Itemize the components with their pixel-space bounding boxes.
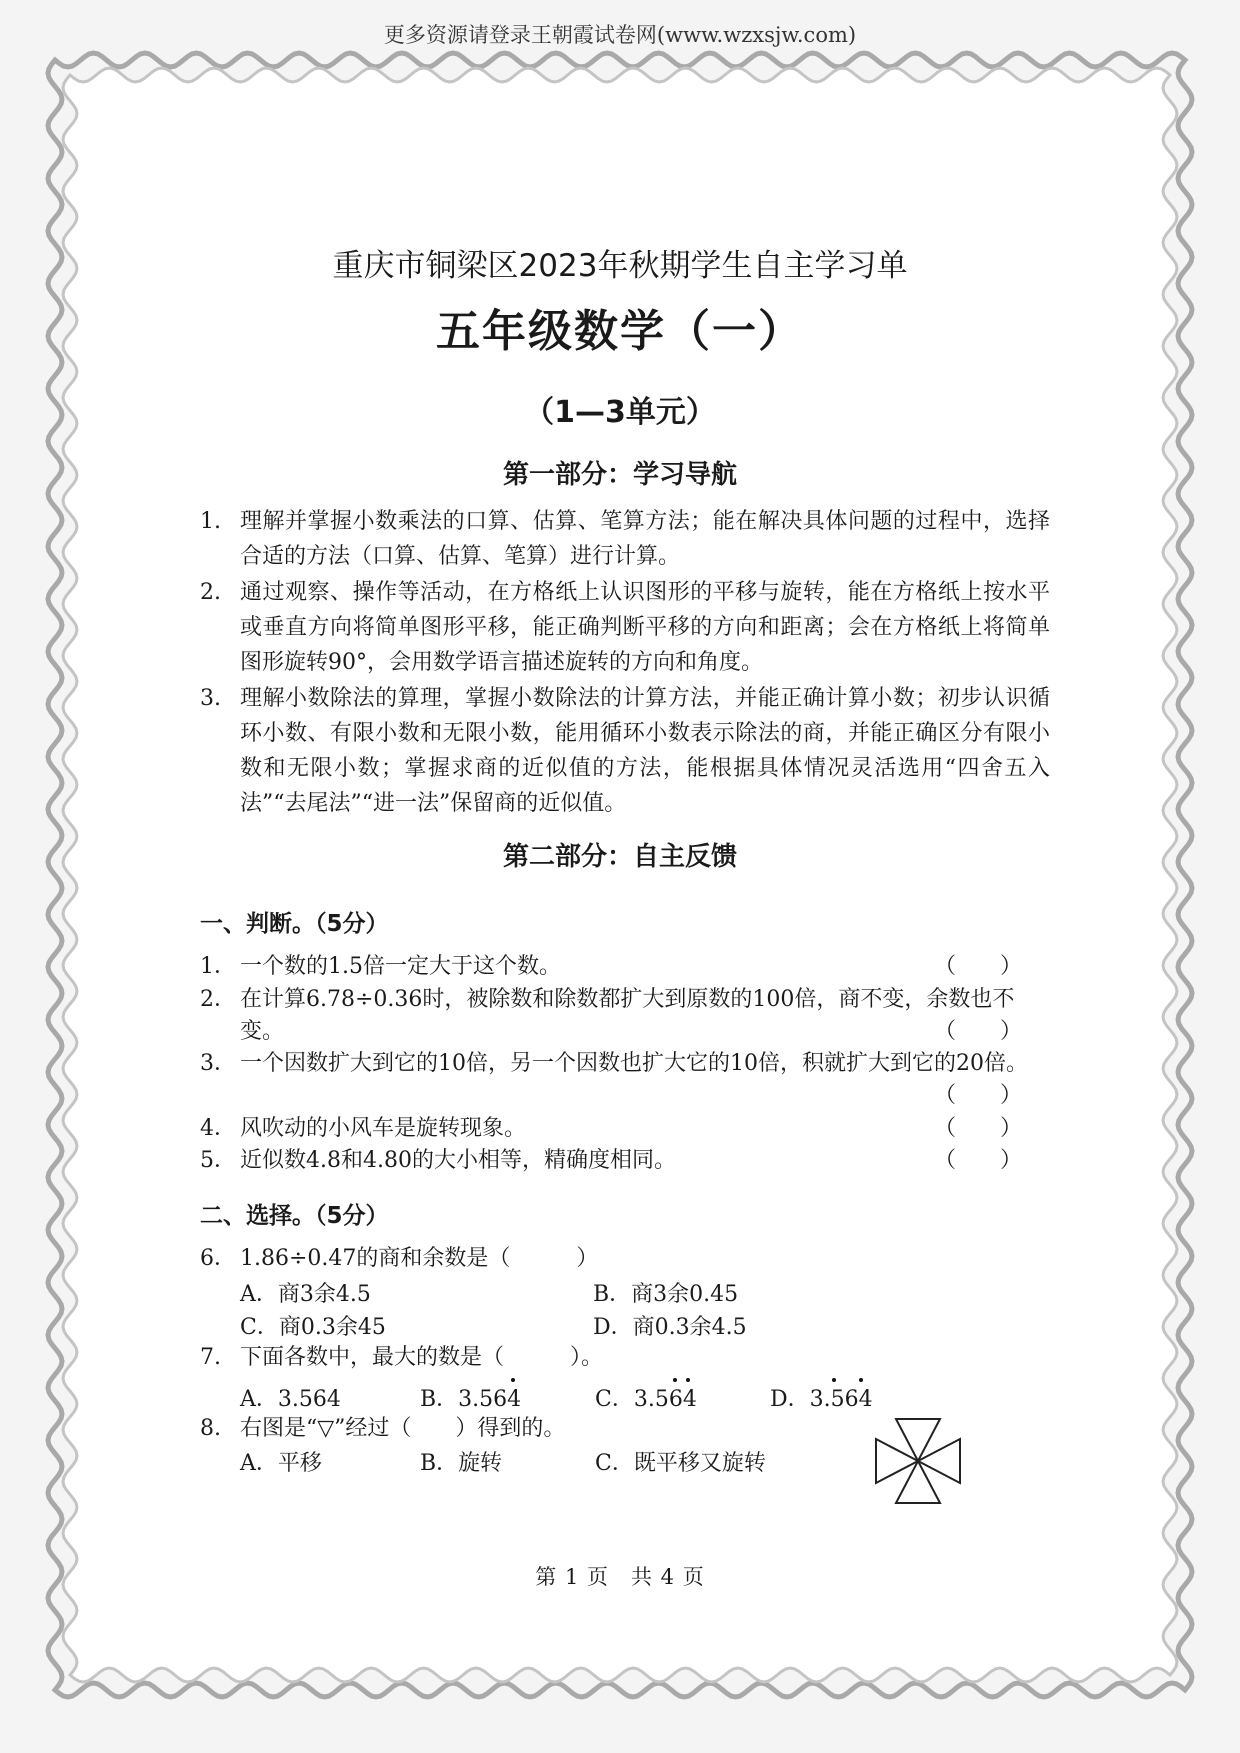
question-number: 6． [200, 1246, 236, 1271]
goal-text: 通过观察、操作等活动，在方格纸上认识图形的平移与旋转，能在方格纸上按水平或垂直方向将简单图形平移，能正确判断平移的方向和距离；会在方格纸上将简单图形旋转90°，会用数学语言描述旋转的方向和角度。 [240, 580, 1050, 675]
option-8b[interactable]: B．旋转 [420, 1451, 503, 1476]
question-text: 下面各数中，最大的数是（ ）。 [240, 1345, 604, 1370]
option-8c[interactable]: C．既平移又旋转 [595, 1451, 766, 1476]
goal-number: 3. [200, 686, 221, 711]
answer-blank[interactable]: （ ） [933, 1148, 1022, 1173]
judgment-question-2 [200, 984, 1040, 1048]
option-7a[interactable]: A．3.564 [240, 1387, 341, 1412]
learning-goal-1 [200, 504, 1050, 574]
answer-blank[interactable]: （ ） [933, 1019, 1022, 1044]
option-7c[interactable]: C．3.564 [595, 1387, 697, 1412]
unit-range: （1—3单元） [524, 395, 716, 430]
option-6b[interactable]: B．商3余0.45 [593, 1282, 739, 1307]
subject-title: 五年级数学（一） [436, 306, 804, 357]
judgment-question-3 [200, 1048, 1040, 1108]
judgment-question-4 [200, 1113, 1040, 1145]
question-text: 一个因数扩大到它的10倍，另一个因数也扩大它的10倍，积就扩大到它的20倍。 [240, 1051, 1028, 1076]
question-number: 1． [200, 954, 236, 979]
question-text: 1.86÷0.47的商和余数是（ ） [240, 1246, 599, 1271]
choice-question-8 [200, 1413, 800, 1445]
question-number: 8. [200, 1416, 221, 1441]
learning-goal-2 [200, 575, 1050, 680]
option-6d[interactable]: D．商0.3余4.5 [593, 1315, 747, 1340]
question-number: 5． [200, 1148, 236, 1173]
answer-blank[interactable]: （ ） [933, 954, 1022, 979]
pinwheel-figure [872, 1415, 964, 1507]
question-text: 近似数4.8和4.80的大小相等，精确度相同。 [240, 1148, 676, 1173]
page-number: 第 1 页 共 4 页 [535, 1565, 705, 1589]
repeat-dot [511, 1378, 515, 1382]
choice-question-6 [200, 1243, 1040, 1275]
repeat-dot [832, 1378, 836, 1382]
question-text: 一个数的1.5倍一定大于这个数。 [240, 954, 561, 979]
judgment-question-1 [200, 951, 1040, 983]
question-number: 7. [200, 1345, 221, 1370]
question-number: 4． [200, 1116, 236, 1141]
learning-goal-3 [200, 681, 1050, 821]
question-number: 3． [200, 1051, 236, 1076]
section-judgment-title: 一、判断。（5分） [200, 911, 389, 937]
section-choice-title: 二、选择。（5分） [200, 1203, 389, 1229]
question-number: 2． [200, 987, 236, 1012]
repeat-dot [859, 1378, 863, 1382]
question-text: 风吹动的小风车是旋转现象。 [240, 1116, 527, 1141]
choice-question-7 [200, 1342, 1040, 1374]
question-text: 右图是“▽”经过（ ）得到的。 [240, 1416, 566, 1441]
repeat-dot [673, 1378, 677, 1382]
watermark-text: 更多资源请登录王朝霞试卷网(www.wzxsjw.com) [383, 23, 857, 47]
goal-text: 理解小数除法的算理，掌握小数除法的计算方法，并能正确计算小数；初步认识循环小数、有限小数和无限小数，能用循环小数表示除法的商，并能正确区分有限小数和无限小数；掌握求商的近似值的方法，能根据具体情况灵活选用“四舍五入法”“去尾法”“进一法”保留商的近似值。 [240, 686, 1050, 816]
option-7d[interactable]: D．3.564 [770, 1387, 873, 1412]
option-7b[interactable]: B．3.564 [420, 1387, 522, 1412]
answer-blank[interactable]: （ ） [933, 1116, 1022, 1141]
option-6a[interactable]: A．商3余4.5 [240, 1282, 371, 1307]
option-8a[interactable]: A．平移 [240, 1451, 322, 1476]
repeat-dot [686, 1378, 690, 1382]
goal-text: 理解并掌握小数乘法的口算、估算、笔算方法；能在解决具体问题的过程中，选择合适的方法（口算、估算、笔算）进行计算。 [240, 509, 1050, 569]
question-text: 在计算6.78÷0.36时，被除数和除数都扩大到原数的100倍，商不变，余数也不变。 [240, 987, 1015, 1044]
goal-number: 2. [200, 580, 221, 605]
option-6c[interactable]: C．商0.3余45 [240, 1315, 386, 1340]
judgment-question-5 [200, 1145, 1040, 1177]
part1-heading: 第一部分：学习导航 [502, 460, 737, 490]
document-title: 重庆市铜梁区2023年秋期学生自主学习单 [332, 248, 908, 284]
part2-heading: 第二部分：自主反馈 [502, 842, 737, 872]
goal-number: 1. [200, 509, 221, 534]
answer-blank[interactable]: （ ） [933, 1083, 1022, 1108]
